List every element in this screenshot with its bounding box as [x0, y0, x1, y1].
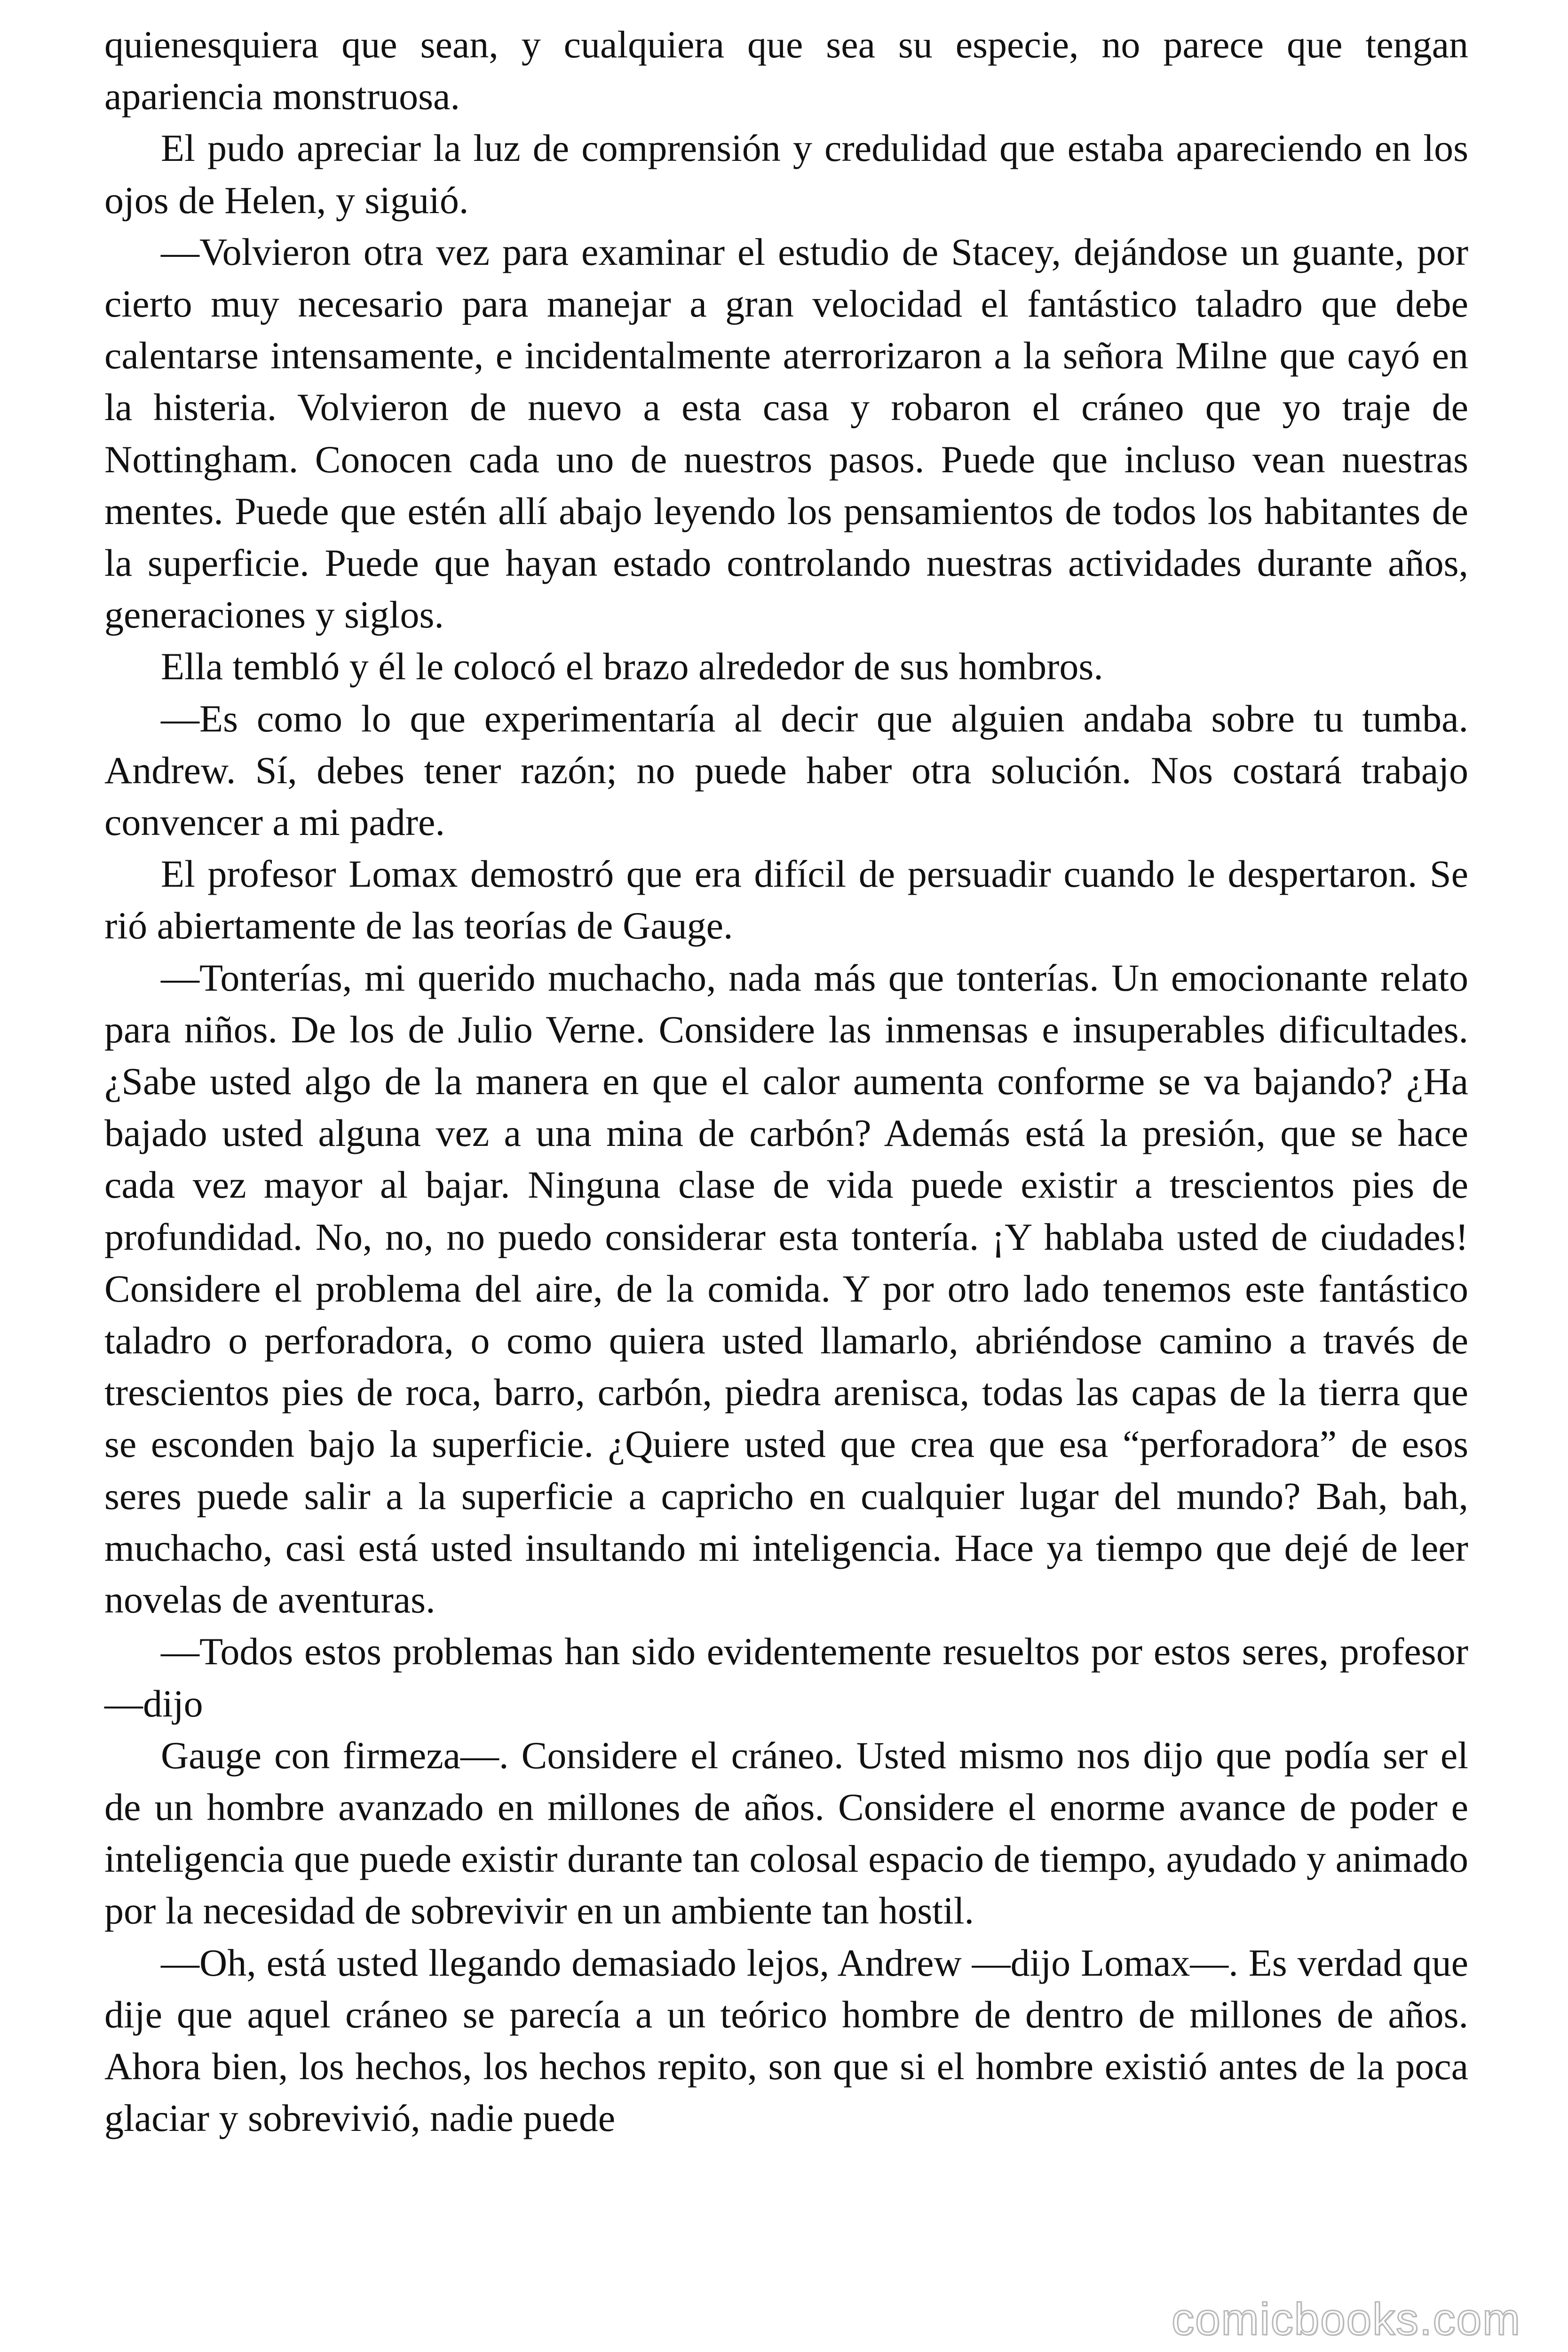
paragraph: Ella tembló y él le colocó el brazo alrededor de sus hombros.	[161, 645, 1103, 688]
page-body	[104, 19, 1468, 2144]
paragraph: —Tonterías, mi querido muchacho, nada más que tonterías. Un emocionante relato para niños. De los de Julio Verne. Considere las inmensas e insuperables dificultades. ¿Sabe usted algo de la manera en que el calor aumenta conforme se va bajando? ¿Ha bajado usted alguna vez a una mina de carbón? Además está la presión, que se hace cada vez mayor al bajar. Ninguna clase de vida puede existir a trescientos pies de profundidad. No, no, no puedo considerar esta tontería. ¡Y hablaba usted de ciudades! Considere el problema del aire, de la comida. Y por otro lado tenemos este fantástico taladro o perforadora, o como quiera usted llamarlo, abriéndose camino a través de trescientos pies de roca, barro, carbón, piedra arenisca, todas las capas de la tierra que se esconden bajo la superficie. ¿Quiere usted que crea que esa “perforadora” de esos seres puede salir a la superficie a capricho en cualquier lugar del mundo? Bah, bah, muchacho, casi está usted insultando mi inteligencia. Hace ya tiempo que dejé de leer novelas de aventuras.	[104, 956, 1468, 1621]
paragraph: El pudo apreciar la luz de comprensión y credulidad que estaba apareciendo en los ojos de Helen, y siguió.	[104, 127, 1468, 222]
paragraph: El profesor Lomax demostró que era difícil de persuadir cuando le despertaron. Se rió abiertamente de las teorías de Gauge.	[104, 852, 1468, 947]
paragraph: quienesquiera que sean, y cualquiera que sea su especie, no parece que tengan apariencia monstruosa.	[104, 23, 1468, 118]
paragraph: —Volvieron otra vez para examinar el estudio de Stacey, dejándose un guante, por cierto muy necesario para manejar a gran velocidad el fantástico taladro que debe calentarse intensamente, e incidentalmente aterrorizaron a la señora Milne que cayó en la histeria. Volvieron de nuevo a esta casa y robaron el cráneo que yo traje de Nottingham. Conocen cada uno de nuestros pasos. Puede que incluso vean nuestras mentes. Puede que estén allí abajo leyendo los pensamientos de todos los habitantes de la superficie. Puede que hayan estado controlando nuestras actividades durante años, generaciones y siglos.	[104, 230, 1468, 636]
paragraph: —Oh, está usted llegando demasiado lejos, Andrew —dijo Lomax—. Es verdad que dije que aquel cráneo se parecía a un teórico hombre de dentro de millones de años. Ahora bien, los hechos, los hechos repito, son que si el hombre existió antes de la poca glaciar y sobrevivió, nadie puede	[104, 1941, 1468, 2140]
paragraph: —Todos estos problemas han sido evidentemente resueltos por estos seres, profesor —dijo	[104, 1630, 1468, 1725]
paragraph: —Es como lo que experimentaría al decir que alguien andaba sobre tu tumba. Andrew. Sí, debes tener razón; no puede haber otra solución. Nos costará trabajo convencer a mi padre.	[104, 697, 1468, 844]
watermark: comicbooks.com	[1172, 2294, 1521, 2344]
paragraph: Gauge con firmeza—. Considere el cráneo. Usted mismo nos dijo que podía ser el de un hombre avanzado en millones de años. Considere el enorme avance de poder e inteligencia que puede existir durante tan colosal espacio de tiempo, ayudado y animado por la necesidad de sobrevivir en un ambiente tan hostil.	[104, 1733, 1468, 1932]
